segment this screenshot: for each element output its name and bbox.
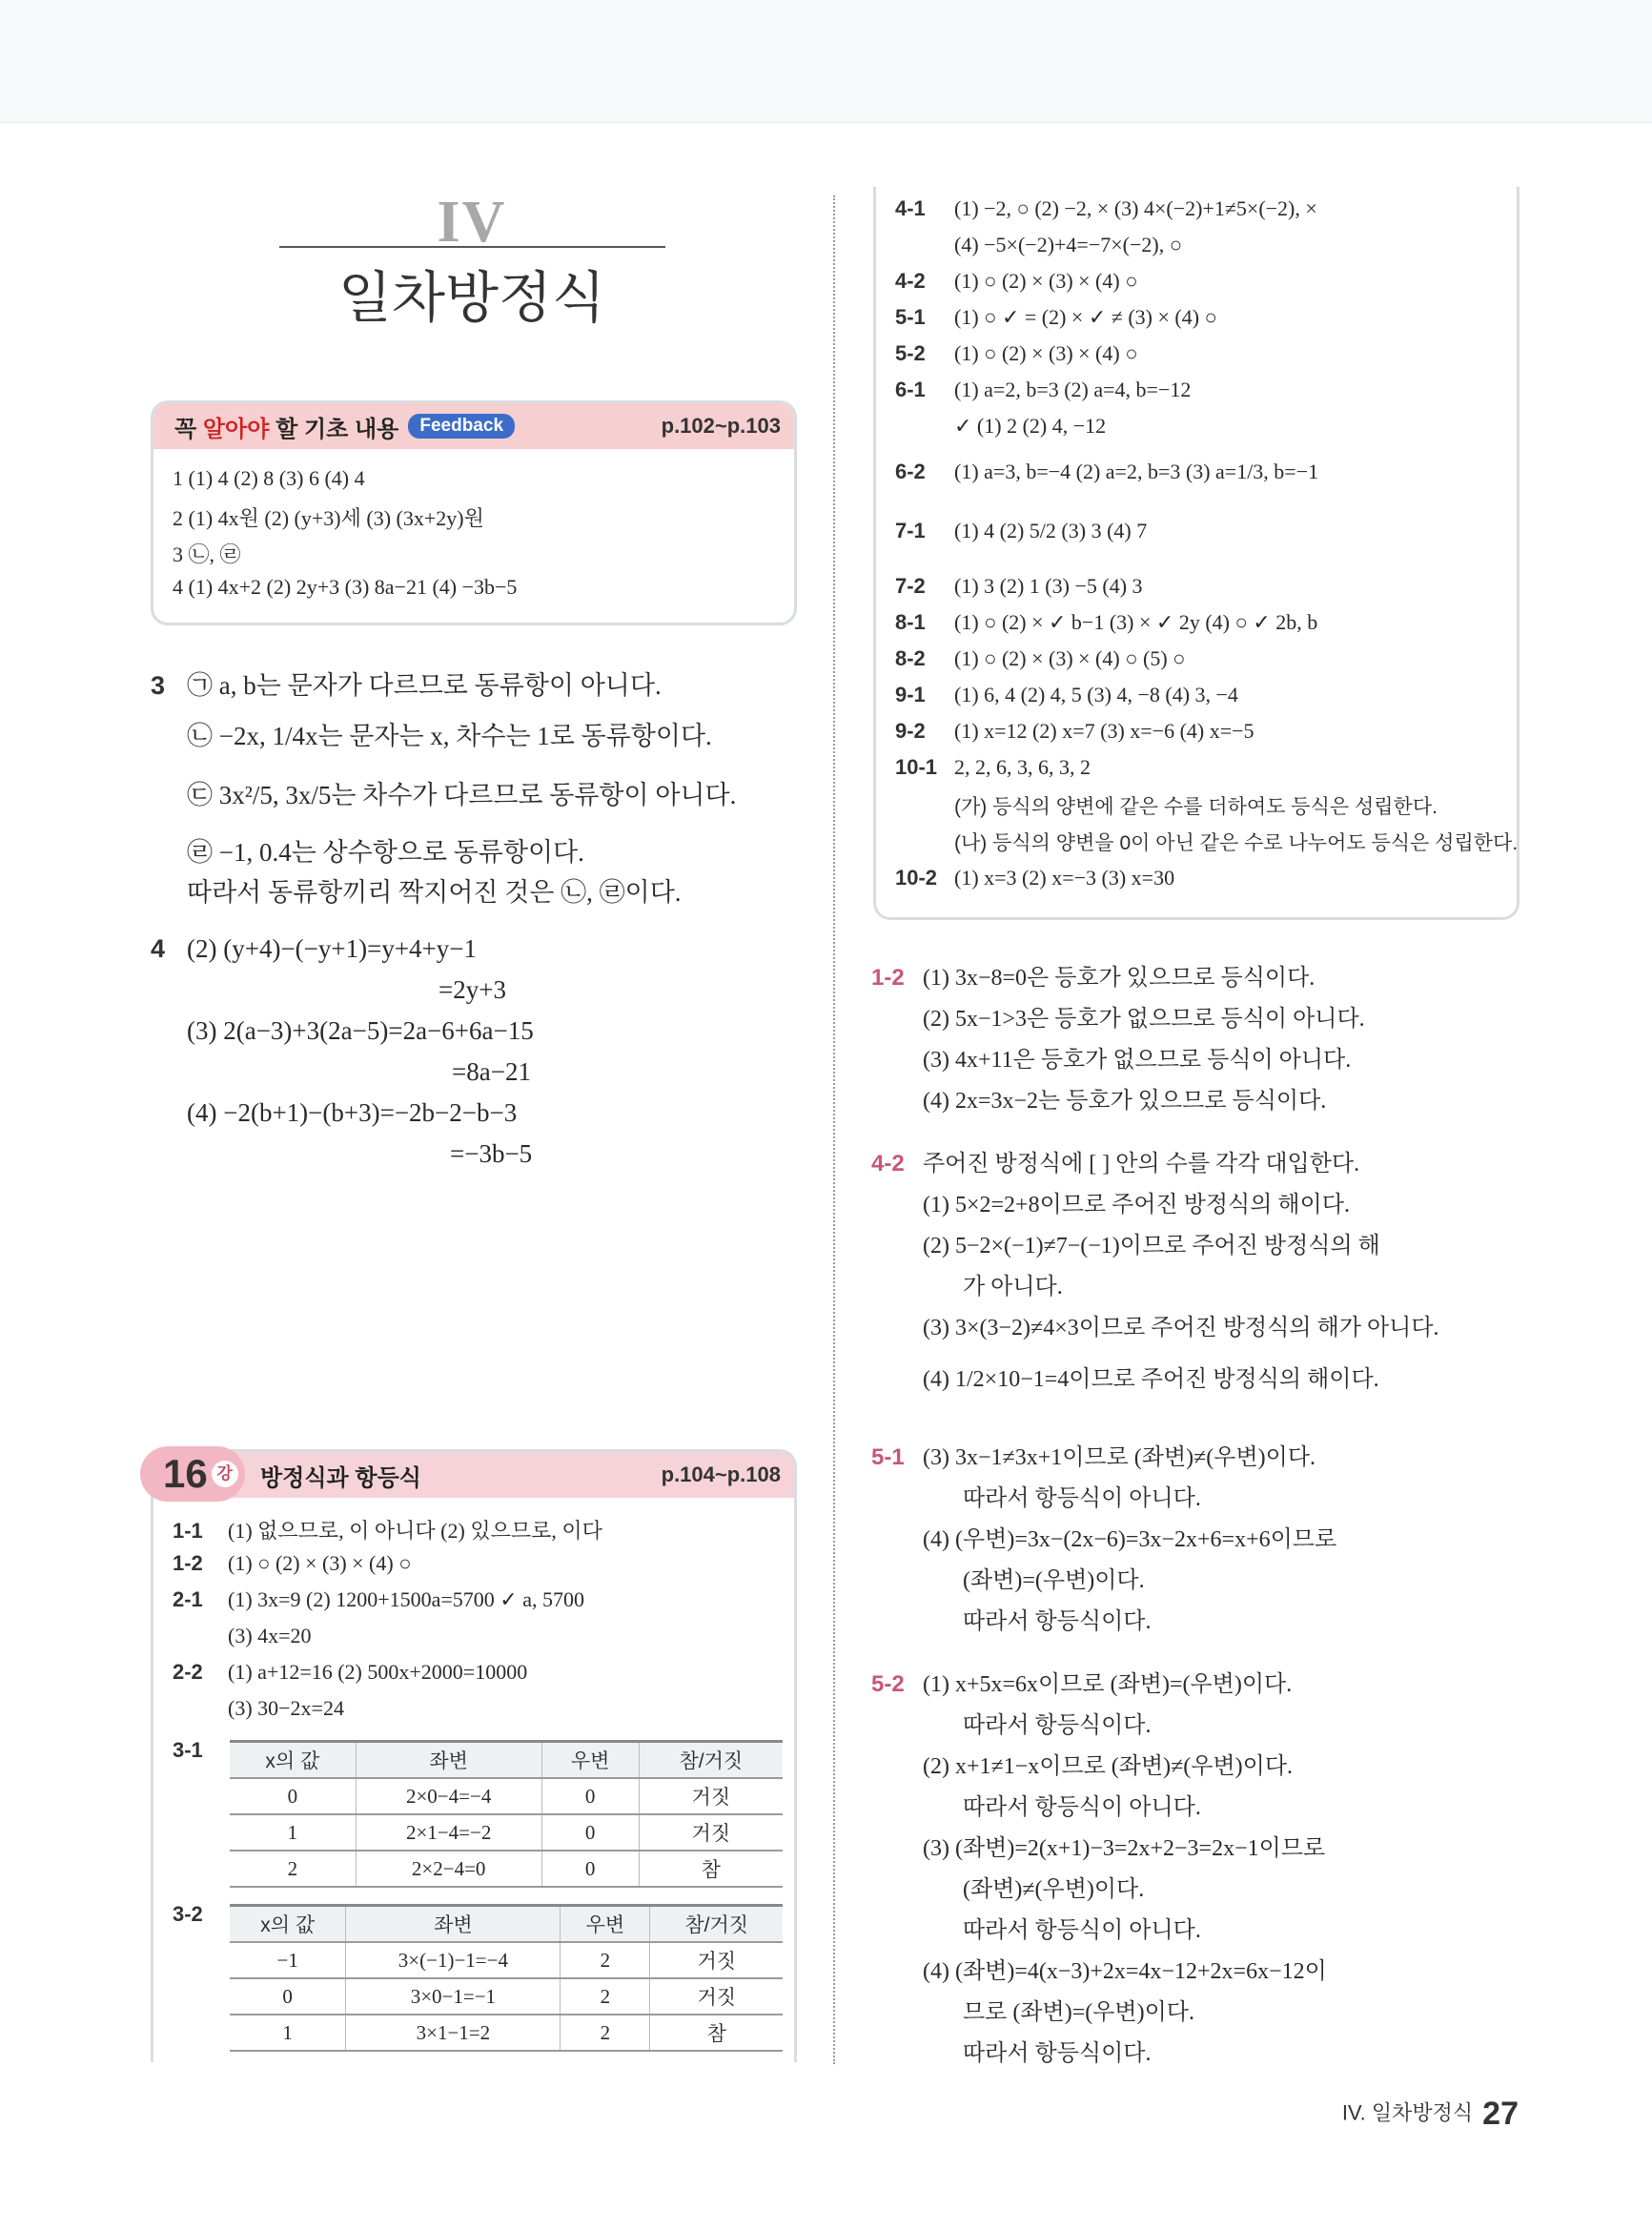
table-cell: 거짓 bbox=[639, 1778, 783, 1814]
answer-text: (1) a=2, b=3 (2) a=4, b=−12 bbox=[954, 378, 1192, 401]
table-cell: 0 bbox=[541, 1778, 639, 1814]
explain-label: 5-1 bbox=[871, 1444, 905, 1470]
explain-text: =2y+3 bbox=[438, 975, 506, 1004]
table-cell: 0 bbox=[230, 1778, 356, 1814]
answer-label: 7-1 bbox=[895, 519, 926, 542]
footer-section: IV. 일차방정식 bbox=[1341, 2100, 1474, 2125]
explain-text: =−3b−5 bbox=[450, 1139, 533, 1168]
basic-box-title bbox=[174, 410, 398, 443]
explain-text: (3) 4x+11은 등호가 없으므로 등식이 아니다. bbox=[923, 1048, 1352, 1073]
basic-box-header bbox=[153, 403, 794, 449]
table-row bbox=[230, 2015, 783, 2051]
answer-label: 2-2 bbox=[173, 1660, 203, 1684]
answer-text: (가) 등식의 양변에 같은 수를 더하여도 등식은 성립한다. bbox=[954, 796, 1438, 818]
answer-text: (1) ○ (2) × (3) × (4) ○ (5) ○ bbox=[954, 646, 1186, 670]
truth-table-3-2 bbox=[230, 1904, 783, 2052]
table-cell: 2 bbox=[561, 2015, 650, 2051]
explain-text: ㉠ a, b는 문자가 다르므로 동류항이 아니다. bbox=[187, 671, 662, 700]
table-cell: 3×(−1)−1=−4 bbox=[346, 1942, 561, 1978]
table-cell: 참 bbox=[650, 2015, 783, 2051]
explain-text: 가 아니다. bbox=[963, 1275, 1063, 1299]
answer-text: 2, 2, 6, 3, 6, 3, 2 bbox=[954, 755, 1091, 779]
table-cell: 거짓 bbox=[639, 1814, 783, 1851]
table-cell: 2 bbox=[561, 1942, 650, 1978]
table-row bbox=[230, 1978, 783, 2015]
answer-text: ✓ (1) 2 (2) 4, −12 bbox=[954, 414, 1107, 438]
explain-text: ㉡ −2x, 1/4x는 문자는 x, 차수는 1로 동류항이다. bbox=[187, 722, 712, 750]
explain-text: (4) 2x=3x−2는 등호가 있으므로 등식이다. bbox=[923, 1089, 1327, 1114]
explain-text: 므로 (좌변)=(우변)이다. bbox=[963, 2000, 1194, 2025]
explain-label: 3 bbox=[151, 671, 166, 700]
answer-label: 10-2 bbox=[895, 866, 938, 890]
explain-text: =8a−21 bbox=[452, 1057, 531, 1086]
answer-label: 6-1 bbox=[895, 378, 926, 401]
table-row bbox=[230, 1851, 783, 1887]
table-row bbox=[230, 1814, 783, 1851]
answer-label: 10-1 bbox=[895, 755, 938, 779]
answer-text: (3) 30−2x=24 bbox=[228, 1696, 344, 1720]
table-cell: 0 bbox=[541, 1814, 639, 1851]
table-header: 좌변 bbox=[356, 1742, 541, 1779]
basic-line: 4 (1) 4x+2 (2) 2y+3 (3) 8a−21 (4) −3b−5 bbox=[173, 575, 518, 599]
answer-text: (1) ○ (2) × (3) × (4) ○ bbox=[954, 269, 1138, 293]
explain-text: 따라서 항등식이 아니다. bbox=[963, 1795, 1201, 1820]
chapter-rule bbox=[279, 246, 665, 248]
basic-box-title-prefix: 꼭 bbox=[174, 416, 203, 442]
answers-box-continued bbox=[873, 187, 1519, 920]
table-header: 우변 bbox=[541, 1742, 639, 1779]
table-cell: 2 bbox=[230, 1851, 356, 1887]
table-row bbox=[230, 1942, 783, 1978]
answer-label: 8-2 bbox=[895, 646, 926, 670]
table-cell: 거짓 bbox=[650, 1978, 783, 2015]
table-header: 좌변 bbox=[346, 1906, 561, 1943]
explain-label: 1-2 bbox=[871, 965, 905, 991]
explain-text: ㉣ −1, 0.4는 상수항으로 동류항이다. bbox=[187, 838, 584, 867]
lesson-box-header bbox=[153, 1452, 794, 1498]
page-top-band bbox=[0, 0, 1652, 123]
table-cell: 거짓 bbox=[650, 1942, 783, 1978]
basic-line: 1 (1) 4 (2) 8 (3) 6 (4) 4 bbox=[173, 466, 365, 490]
answer-label: 8-1 bbox=[895, 610, 926, 634]
column-divider bbox=[833, 195, 835, 2064]
explain-text: (3) 3×(3−2)≠4×3이므로 주어진 방정식의 해가 아니다. bbox=[923, 1316, 1439, 1340]
explain-text: (좌변)≠(우변)이다. bbox=[963, 1877, 1145, 1902]
truth-table-3-1 bbox=[230, 1740, 783, 1888]
explain-text: (1) 3x−8=0은 등호가 있으므로 등식이다. bbox=[923, 966, 1315, 991]
lesson-number: 16 bbox=[163, 1451, 208, 1496]
answer-label: 5-2 bbox=[895, 341, 926, 365]
explain-text: (3) 3x−1≠3x+1이므로 (좌변)≠(우변)이다. bbox=[923, 1445, 1316, 1470]
table-cell: 2 bbox=[561, 1978, 650, 2015]
answer-label: 7-2 bbox=[895, 574, 926, 598]
answer-label: 9-2 bbox=[895, 719, 926, 743]
table-header: 참/거짓 bbox=[650, 1906, 783, 1943]
explain-text: (4) 1/2×10−1=4이므로 주어진 방정식의 해이다. bbox=[923, 1367, 1379, 1392]
table-header: x의 값 bbox=[230, 1742, 356, 1779]
feedback-badge: Feedback bbox=[408, 414, 515, 439]
lesson-16-box bbox=[151, 1449, 797, 2062]
answer-text: (1) 6, 4 (2) 4, 5 (3) 4, −8 (4) 3, −4 bbox=[954, 683, 1238, 706]
answer-text: (나) 등식의 양변을 0이 아닌 같은 수로 나누어도 등식은 성립한다. bbox=[954, 832, 1519, 854]
lesson-number-badge bbox=[140, 1446, 245, 1502]
answer-label: 4-1 bbox=[895, 196, 926, 220]
explain-text: 따라서 동류항끼리 짝지어진 것은 ㉡, ㉣이다. bbox=[187, 878, 682, 907]
explain-text: 따라서 항등식이다. bbox=[963, 1713, 1152, 1738]
table-row bbox=[230, 1778, 783, 1814]
answer-text: (1) 3x=9 (2) 1200+1500a=5700 ✓ a, 5700 bbox=[228, 1587, 584, 1611]
basic-line: 3 ㉡, ㉣ bbox=[173, 542, 241, 566]
table-label: 3-2 bbox=[173, 1902, 203, 1926]
answer-label: 1-1 bbox=[173, 1519, 203, 1543]
explain-text: 주어진 방정식에 [ ] 안의 수를 각각 대입한다. bbox=[923, 1152, 1360, 1176]
lesson-pages: p.104~p.108 bbox=[661, 1463, 781, 1486]
page-footer bbox=[1342, 2096, 1519, 2133]
explain-text: (1) 5×2=2+8이므로 주어진 방정식의 해이다. bbox=[923, 1193, 1350, 1217]
table-cell: 참 bbox=[639, 1851, 783, 1887]
answer-text: (1) ○ ✓ = (2) × ✓ ≠ (3) × (4) ○ bbox=[954, 305, 1217, 329]
explain-text: (3) (좌변)=2(x+1)−3=2x+2−3=2x−1이므로 bbox=[923, 1836, 1326, 1861]
basic-box-pages: p.102~p.103 bbox=[661, 414, 781, 438]
table-cell: 0 bbox=[541, 1851, 639, 1887]
lesson-title: 방정식과 항등식 bbox=[260, 1464, 421, 1491]
basic-knowledge-box bbox=[151, 400, 797, 625]
table-cell: 0 bbox=[230, 1978, 346, 2015]
lesson-unit: 강 bbox=[212, 1461, 238, 1487]
explain-text: (4) (우변)=3x−(2x−6)=3x−2x+6=x+6이므로 bbox=[923, 1527, 1337, 1552]
answer-text: (1) a+12=16 (2) 500x+2000=10000 bbox=[228, 1660, 528, 1684]
explain-text: 따라서 항등식이다. bbox=[963, 2041, 1152, 2066]
basic-line: 2 (1) 4x원 (2) (y+3)세 (3) (3x+2y)원 bbox=[173, 506, 484, 530]
chapter-title: 일차방정식 bbox=[337, 267, 606, 329]
table-cell: 2×0−4=−4 bbox=[356, 1778, 541, 1814]
explain-text: (2) 5x−1>3은 등호가 없으므로 등식이 아니다. bbox=[923, 1007, 1365, 1032]
table-header: x의 값 bbox=[230, 1906, 346, 1943]
explain-text: (1) x+5x=6x이므로 (좌변)=(우변)이다. bbox=[923, 1672, 1293, 1697]
answer-label: 1-2 bbox=[173, 1551, 203, 1575]
table-cell: 2×1−4=−2 bbox=[356, 1814, 541, 1851]
explain-label: 5-2 bbox=[871, 1671, 905, 1697]
answer-text: (1) 없으므로, 이 아니다 (2) 있으므로, 이다 bbox=[228, 1519, 602, 1543]
answer-text: (1) ○ (2) × (3) × (4) ○ bbox=[228, 1551, 412, 1575]
chapter-numeral: IV bbox=[437, 190, 507, 255]
explain-text: (2) (y+4)−(−y+1)=y+4+y−1 bbox=[187, 934, 478, 963]
table-header: 참/거짓 bbox=[639, 1742, 783, 1779]
explain-text: 따라서 항등식이다. bbox=[963, 1609, 1152, 1634]
answer-label: 5-1 bbox=[895, 305, 926, 329]
page-number: 27 bbox=[1482, 2096, 1519, 2132]
answer-text: (1) ○ (2) × (3) × (4) ○ bbox=[954, 341, 1138, 365]
answer-text: (1) −2, ○ (2) −2, × (3) 4×(−2)+1≠5×(−2), × bbox=[954, 196, 1317, 220]
answer-text: (1) x=3 (2) x=−3 (3) x=30 bbox=[954, 866, 1175, 890]
explain-text: ㉢ 3x²/5, 3x/5는 차수가 다르므로 동류항이 아니다. bbox=[187, 781, 737, 809]
answer-text: (1) ○ (2) × ✓ b−1 (3) × ✓ 2y (4) ○ ✓ 2b, b bbox=[954, 610, 1318, 634]
table-cell: 2×2−4=0 bbox=[356, 1851, 541, 1887]
answer-label: 2-1 bbox=[173, 1587, 203, 1611]
table-cell: 3×1−1=2 bbox=[346, 2015, 561, 2051]
explain-text: (4) (좌변)=4(x−3)+2x=4x−12+2x=6x−12이 bbox=[923, 1959, 1327, 1984]
answer-text: (1) 4 (2) 5/2 (3) 3 (4) 7 bbox=[954, 519, 1148, 542]
explain-text: (좌변)=(우변)이다. bbox=[963, 1568, 1145, 1593]
explain-text: (2) x+1≠1−x이므로 (좌변)≠(우변)이다. bbox=[923, 1754, 1294, 1779]
explain-text: 따라서 항등식이 아니다. bbox=[963, 1918, 1201, 1943]
table-cell: −1 bbox=[230, 1942, 346, 1978]
answer-text: (3) 4x=20 bbox=[228, 1624, 312, 1647]
answer-label: 9-1 bbox=[895, 683, 926, 706]
table-label: 3-1 bbox=[173, 1738, 203, 1762]
explain-text: (4) −2(b+1)−(b+3)=−2b−2−b−3 bbox=[187, 1098, 518, 1127]
explain-label: 4-2 bbox=[871, 1151, 905, 1176]
answer-text: (4) −5×(−2)+4=−7×(−2), ○ bbox=[954, 233, 1183, 256]
explain-text: (3) 2(a−3)+3(2a−5)=2a−6+6a−15 bbox=[187, 1016, 534, 1045]
explain-text: 따라서 항등식이 아니다. bbox=[963, 1486, 1201, 1511]
table-cell: 3×0−1=−1 bbox=[346, 1978, 561, 2015]
explain-label: 4 bbox=[151, 934, 166, 963]
answer-text: (1) a=3, b=−4 (2) a=2, b=3 (3) a=1/3, b=−1 bbox=[954, 460, 1319, 483]
basic-box-title-suffix: 할 기초 내용 bbox=[269, 416, 399, 442]
table-cell: 1 bbox=[230, 2015, 346, 2051]
explain-text: (2) 5−2×(−1)≠7−(−1)이므로 주어진 방정식의 해 bbox=[923, 1234, 1380, 1258]
answer-label: 6-2 bbox=[895, 460, 926, 483]
table-header: 우변 bbox=[561, 1906, 650, 1943]
answer-text: (1) x=12 (2) x=7 (3) x=−6 (4) x=−5 bbox=[954, 719, 1254, 743]
answer-label: 4-2 bbox=[895, 269, 926, 293]
basic-box-title-emph: 알아야 bbox=[202, 416, 270, 442]
answer-text: (1) 3 (2) 1 (3) −5 (4) 3 bbox=[954, 574, 1143, 598]
table-cell: 1 bbox=[230, 1814, 356, 1851]
